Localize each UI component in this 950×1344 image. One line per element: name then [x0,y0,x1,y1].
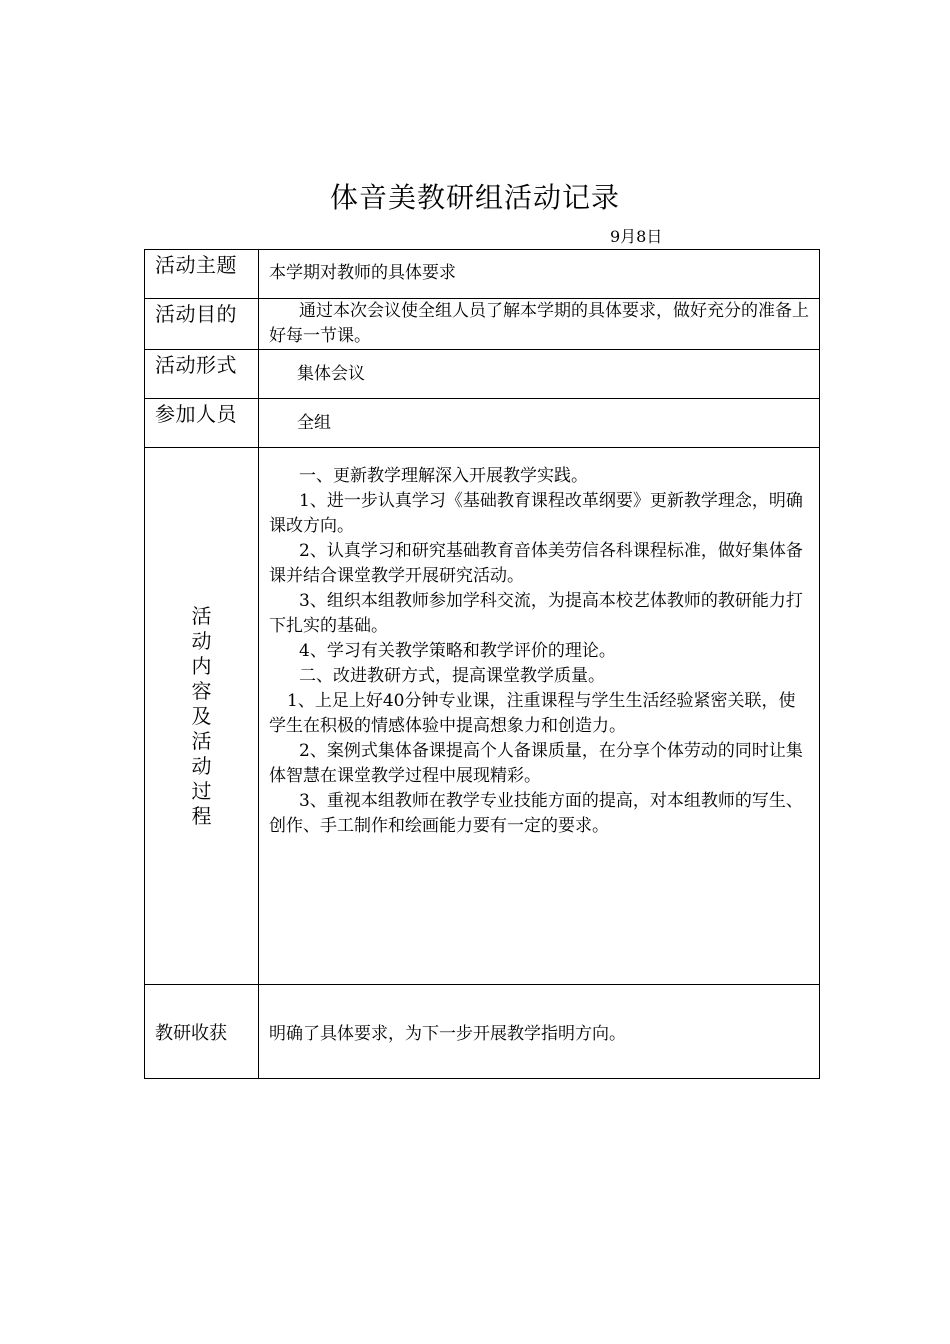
content-paragraph: 2、案例式集体备课提高个人备课质量，在分享个体劳动的同时让集体智慧在课堂教学过程中展现精彩。 [269,741,803,786]
participants-value: 全组 [259,399,820,448]
content-label [145,448,259,985]
content-paragraph: 一、更新教学理解深入开展教学实践。 [299,466,588,486]
content-label-char: 动 [191,628,212,653]
content-body [259,448,820,985]
content-label-char: 活 [191,728,212,753]
harvest-label: 教研收获 [145,985,259,1079]
form-value: 集体会议 [259,350,820,399]
activity-record-table [144,249,820,1079]
content-label-char: 过 [191,778,212,803]
content-label-char: 程 [191,803,212,828]
theme-value: 本学期对教师的具体要求 [259,250,820,299]
purpose-value: 通过本次会议使全组人员了解本学期的具体要求，做好充分的准备上好每一节课。 [259,299,820,350]
content-label-char: 及 [191,703,212,728]
content-paragraph: 1、进一步认真学习《基础教育课程改革纲要》更新教学理念，明确课改方向。 [269,491,803,536]
content-label-char: 动 [191,753,212,778]
participants-row [145,399,820,448]
content-paragraph: 4、学习有关教学策略和教学评价的理论。 [299,641,616,661]
form-row [145,350,820,399]
harvest-row [145,985,820,1079]
form-label: 活动形式 [145,350,259,399]
content-paragraph: 二、改进教研方式，提高课堂教学质量。 [299,666,605,686]
participants-label: 参加人员 [145,399,259,448]
harvest-value: 明确了具体要求，为下一步开展教学指明方向。 [259,985,820,1079]
content-label-char: 容 [191,678,212,703]
page-title: 体音美教研组活动记录 [329,181,620,214]
content-row [145,448,820,985]
content-paragraph: 1、上足上好40分钟专业课，注重课程与学生生活经验紧密关联，使学生在积极的情感体验中提高想象力和创造力。 [269,691,796,736]
theme-row [145,250,820,299]
content-paragraph: 3、重视本组教师在教学专业技能方面的提高，对本组教师的写生、创作、手工制作和绘画能力要有一定的要求。 [269,791,803,836]
content-paragraph: 3、组织本组教师参加学科交流，为提高本校艺体教师的教研能力打下扎实的基础。 [269,591,803,636]
record-date: 9月8日 [610,227,663,246]
content-label-char: 活 [191,603,212,628]
purpose-label: 活动目的 [145,299,259,350]
content-paragraph: 2、认真学习和研究基础教育音体美劳信各科课程标准，做好集体备课并结合课堂教学开展研究活动。 [269,541,803,586]
purpose-row [145,299,820,350]
content-label-char: 内 [191,653,212,678]
theme-label: 活动主题 [145,250,259,299]
